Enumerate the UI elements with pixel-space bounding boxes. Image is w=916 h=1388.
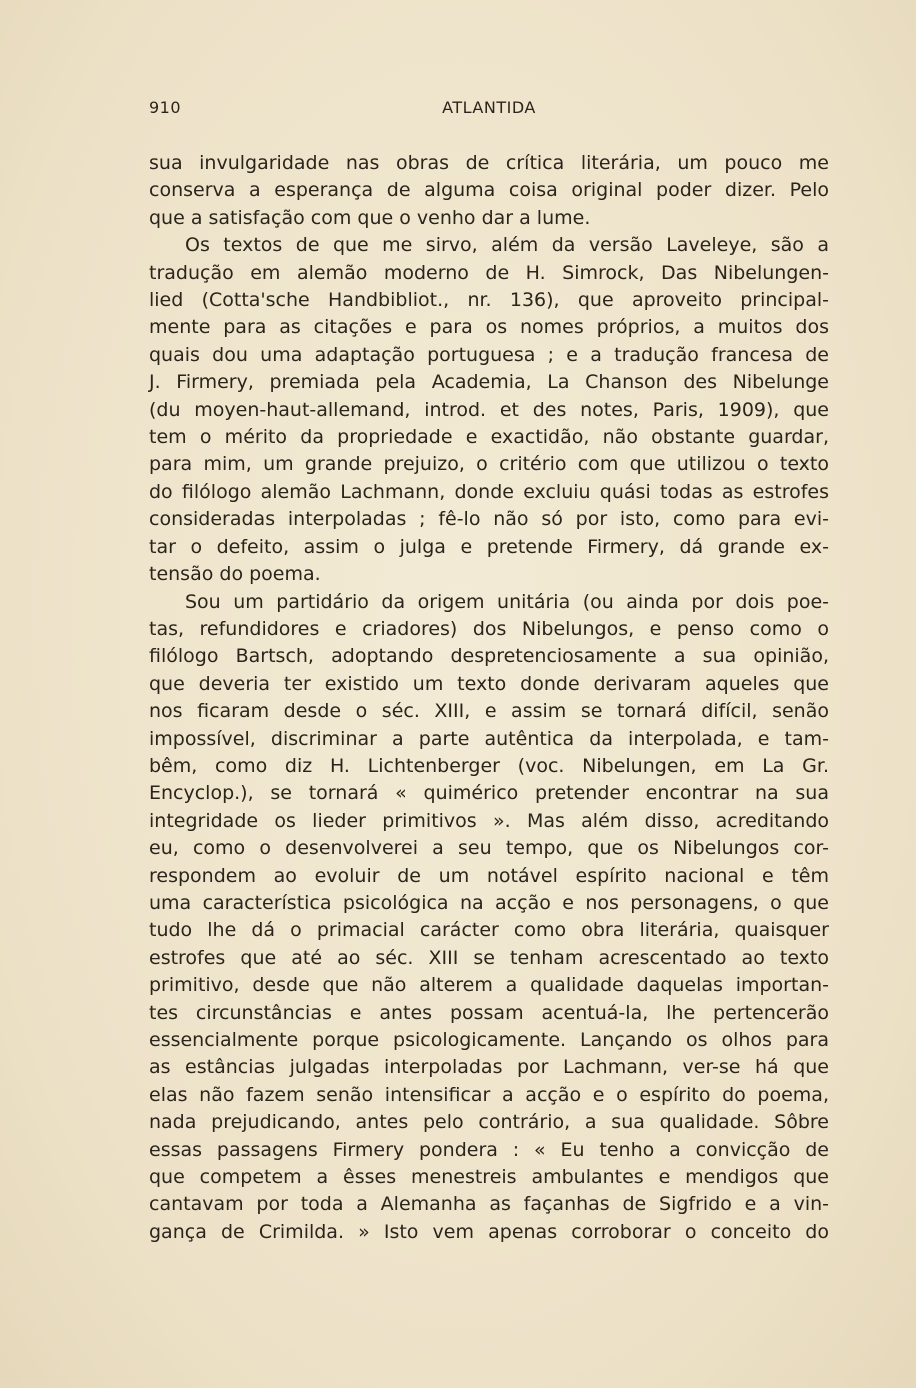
paragraph	[149, 232, 829, 588]
text-line: consideradas interpoladas ; fê-lo não só por isto, como para evi-	[149, 508, 829, 531]
text-line: que deveria ter existido um texto donde derivaram aqueles que	[149, 672, 829, 695]
text-line: tar o defeito, assim o julga e pretende Firmery, dá grande ex-	[149, 535, 829, 558]
text-line: gança de Crimilda. » Isto vem apenas corroborar o conceito do	[149, 1220, 829, 1243]
text-line: lied (Cotta'sche Handbibliot., nr. 136), que aproveito principal-	[149, 289, 829, 312]
running-title: ATLANTIDA	[442, 98, 536, 117]
text-line: tas, refundidores e criadores) dos Nibelungos, e penso como o	[149, 617, 829, 640]
text-line: bêm, como diz H. Lichtenberger (voc. Nibelungen, em La Gr.	[149, 754, 829, 777]
paragraph	[149, 589, 829, 1247]
text-line: estrofes que até ao séc. XIII se tenham acrescentado ao texto	[149, 946, 829, 969]
text-line: cantavam por toda a Alemanha as façanhas de Sigfrido e a vin-	[149, 1193, 829, 1216]
page-header	[149, 98, 829, 122]
text-line: essas passagens Firmery pondera : « Eu tenho a convicção de	[149, 1138, 829, 1161]
text-line: elas não fazem senão intensificar a acção e o espírito do poema,	[149, 1083, 829, 1106]
text-line: sua invulgaridade nas obras de crítica literária, um pouco me	[149, 152, 829, 174]
text-line: tes circunstâncias e antes possam acentuá-la, lhe pertencerão	[149, 1001, 829, 1024]
text-line: eu, como o desenvolverei a seu tempo, que os Nibelungos cor-	[149, 837, 829, 860]
text-line: tudo lhe dá o primacial carácter como obra literária, quaisquer	[149, 919, 829, 942]
text-line: mente para as citações e para os nomes próprios, a muitos dos	[149, 316, 829, 339]
text-line: que competem a êsses menestreis ambulantes e mendigos que	[149, 1166, 829, 1189]
text-line: as estâncias julgadas interpoladas por Lachmann, ver-se há que	[149, 1056, 829, 1079]
text-line: J. Firmery, premiada pela Academia, La Chanson des Nibelunge	[149, 371, 829, 394]
text-line: tradução em alemão moderno de H. Simrock, Das Nibelungen-	[149, 261, 829, 284]
text-line: do filólogo alemão Lachmann, donde excluiu quási todas as estrofes	[149, 480, 829, 503]
text-line: uma característica psicológica na acção e nos personagens, o que	[149, 891, 829, 914]
text-line: primitivo, desde que não alterem a qualidade daquelas importan-	[149, 974, 829, 997]
paragraph	[149, 150, 829, 232]
text-line: quais dou uma adaptação portuguesa ; e a tradução francesa de	[149, 343, 829, 366]
text-line: Encyclop.), se tornará « quimérico pretender encontrar na sua	[149, 782, 829, 805]
text-line: para mim, um grande prejuizo, o critério com que utilizou o texto	[149, 453, 829, 476]
text-line: que a satisfação com que o venho dar a lume.	[149, 206, 591, 229]
text-line: nos ficaram desde o séc. XIII, e assim se tornará difícil, senão	[149, 700, 829, 723]
text-line: Sou um partidário da origem unitária (ou ainda por dois poe-	[185, 590, 829, 613]
text-line: integridade os lieder primitivos ». Mas além disso, acreditando	[149, 809, 829, 832]
text-line: (du moyen-haut-allemand, introd. et des notes, Paris, 1909), que	[149, 398, 829, 421]
text-line: impossível, discriminar a parte autêntica da interpolada, e tam-	[149, 727, 829, 750]
text-line: nada prejudicando, antes pelo contrário, a sua qualidade. Sôbre	[149, 1111, 829, 1134]
text-line: tem o mérito da propriedade e exactidão, não obstante guardar,	[149, 426, 829, 449]
text-line: essencialmente porque psicologicamente. Lançando os olhos para	[149, 1029, 829, 1051]
body-text	[149, 150, 829, 1246]
text-line: filólogo Bartsch, adoptando despretenciosamente a sua opinião,	[149, 645, 829, 668]
text-line: conserva a esperança de alguma coisa original poder dizer. Pelo	[149, 179, 829, 202]
page-number: 910	[149, 98, 182, 117]
text-line: Os textos de que me sirvo, além da versão Laveleye, são a	[185, 234, 829, 257]
text-line: respondem ao evoluir de um notável espírito nacional e têm	[149, 864, 829, 887]
text-line: tensão do poema.	[149, 563, 321, 586]
